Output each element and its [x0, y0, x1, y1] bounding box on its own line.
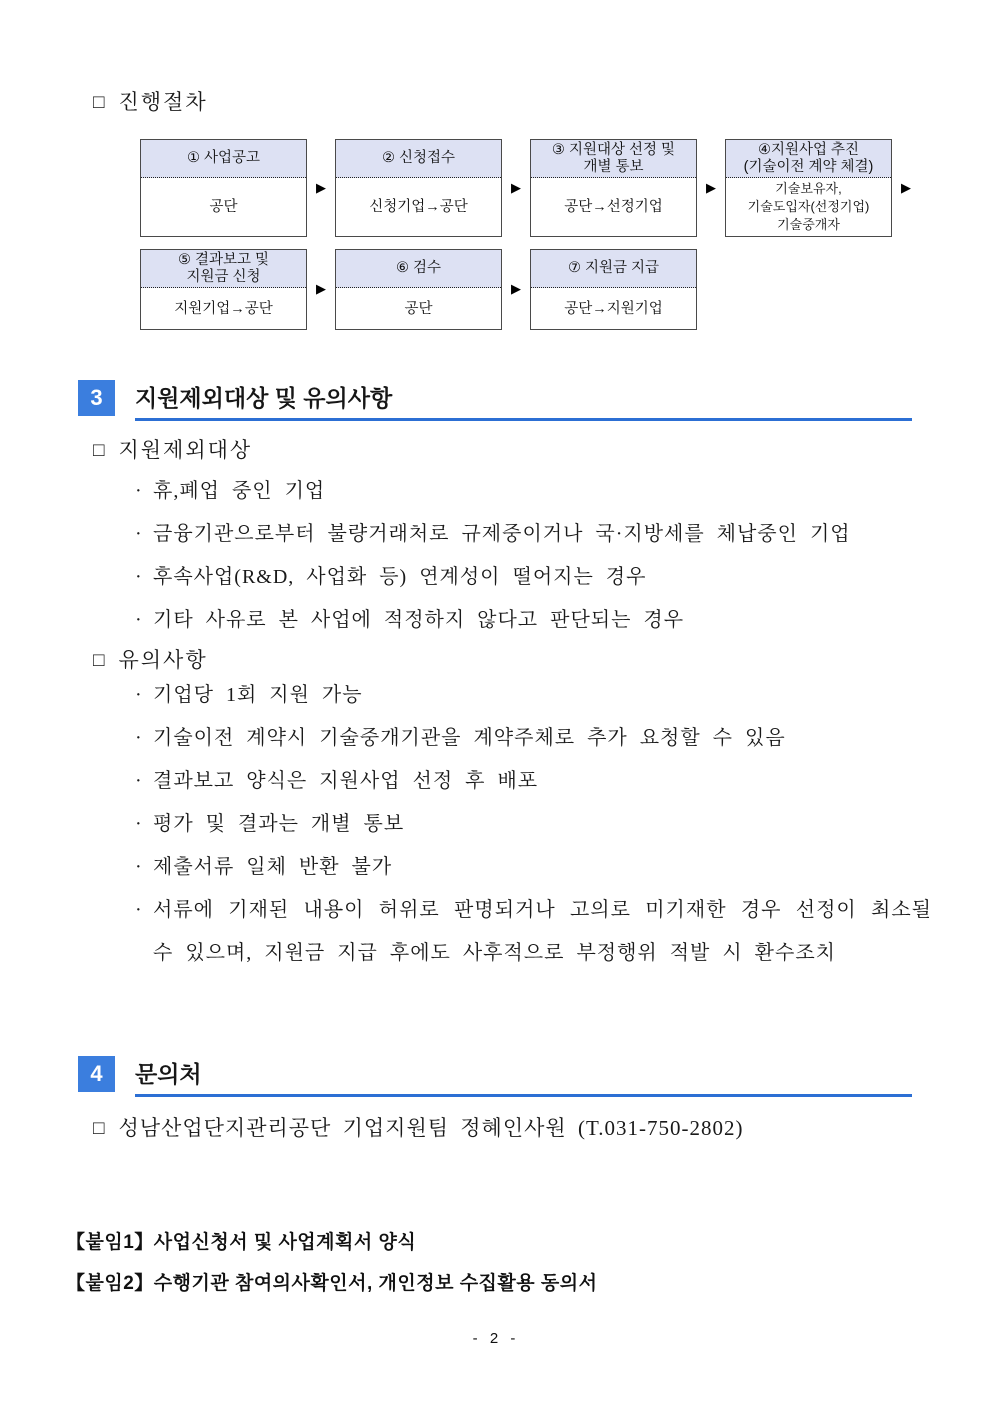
flow-row-2 — [140, 249, 940, 330]
list-item-text: 제출서류 일체 반환 불가 — [153, 856, 393, 878]
flow-box-5-body-text: 지원기업→공단 — [174, 300, 273, 317]
exclusions-list — [135, 470, 932, 642]
section3-title-underline — [135, 380, 912, 421]
flow-box-3-title-line1: ③ 지원대상 선정 및 — [551, 141, 676, 158]
flow-box-7-title: ⑦ 지원금 지급 — [567, 260, 660, 276]
list-item — [135, 889, 932, 975]
flow-box-7-body — [531, 288, 696, 329]
flow-box-2-body — [336, 178, 501, 236]
arrow-right-icon — [697, 139, 725, 237]
bullet-icon: · — [135, 566, 142, 588]
flow-box-7-body-text: 공단→지원기업 — [564, 300, 663, 317]
flow-box-5-body — [141, 288, 306, 329]
list-item-text: 휴,폐업 중인 기업 — [153, 480, 326, 502]
page-number: - 2 - — [472, 1330, 520, 1347]
flow-box-1-body — [141, 178, 306, 236]
arrow-right-icon — [502, 139, 530, 237]
attachment-line-2: 【붙임2】수행기관 참여의사확인서, 개인정보 수집활용 동의서 — [66, 1273, 598, 1294]
checkbox-icon: □ — [93, 440, 105, 461]
bullet-icon: · — [135, 856, 142, 878]
section4-title-underline — [135, 1056, 912, 1097]
flow-box-5-title-line1: ⑤ 결과보고 및 — [177, 251, 270, 268]
list-item — [135, 717, 932, 760]
flow-box-6-header — [336, 250, 501, 288]
list-item — [135, 599, 932, 642]
list-item-text: 금융기관으로부터 불량거래처로 규제중이거나 국·지방세를 체납중인 기업 — [153, 523, 851, 545]
bullet-icon: · — [135, 523, 142, 545]
list-item-text: 평가 및 결과는 개별 통보 — [153, 813, 405, 835]
checkbox-icon: □ — [93, 1118, 105, 1139]
flow-box-3-body-text: 공단→선정기업 — [564, 199, 663, 215]
flow-box-4 — [725, 139, 892, 237]
process-flowchart — [140, 139, 940, 330]
process-heading — [93, 88, 208, 118]
list-item — [135, 803, 932, 846]
arrow-right-icon — [892, 139, 920, 237]
bullet-icon: · — [135, 727, 142, 749]
section4-header — [78, 1056, 912, 1097]
flow-box-3-title-line2: 개별 통보 — [583, 158, 644, 175]
flow-box-1-body-text: 공단 — [209, 199, 238, 215]
arrow-right-icon — [502, 249, 530, 330]
flow-box-1 — [140, 139, 307, 237]
flow-box-2-header — [336, 140, 501, 178]
flow-box-7 — [530, 249, 697, 330]
flow-box-4-title-line1: ④지원사업 추진 — [757, 141, 860, 158]
flow-box-4-body-line3: 기술중개자 — [777, 217, 840, 232]
flow-box-6-body — [336, 288, 501, 329]
arrow-glyph: ▶ — [706, 180, 716, 196]
flow-box-3-body — [531, 178, 696, 236]
flow-box-6 — [335, 249, 502, 330]
arrow-right-icon — [307, 139, 335, 237]
checkbox-icon: □ — [93, 650, 105, 671]
bullet-icon: · — [135, 899, 142, 921]
exclusions-heading — [93, 436, 252, 466]
flow-box-5-header — [141, 250, 306, 288]
arrow-glyph: ▶ — [316, 282, 326, 297]
flow-box-2-title: ② 신청접수 — [381, 150, 456, 166]
flow-box-4-header — [726, 140, 891, 178]
attachments — [66, 1222, 597, 1304]
list-item — [135, 556, 932, 599]
bullet-icon: · — [135, 609, 142, 631]
notes-list — [135, 674, 932, 975]
list-item — [135, 846, 932, 889]
list-item-text: 기술이전 계약시 기술중개기관을 계약주체로 추가 요청할 수 있음 — [153, 727, 786, 749]
flow-box-7-header — [531, 250, 696, 288]
list-item — [135, 513, 932, 556]
bullet-icon: · — [135, 480, 142, 502]
contact-text: 성남산업단지관리공단 기업지원팀 정혜인사원 (T.031-750-2802) — [118, 1116, 744, 1140]
notes-heading-label: 유의사항 — [118, 648, 208, 672]
flow-box-6-title: ⑥ 검수 — [395, 260, 442, 276]
list-item-text: 결과보고 양식은 지원사업 선정 후 배포 — [153, 770, 539, 792]
flow-box-4-body — [726, 178, 891, 236]
notes-heading — [93, 646, 208, 676]
flow-box-5-title-line2: 지원금 신청 — [186, 268, 261, 285]
checkbox-icon: □ — [93, 92, 105, 113]
list-item — [135, 674, 932, 717]
flow-box-1-title: ① 사업공고 — [186, 150, 261, 166]
list-item-text: 기업당 1회 지원 가능 — [153, 684, 363, 706]
flow-box-2 — [335, 139, 502, 237]
arrow-right-icon — [307, 249, 335, 330]
flow-box-1-header — [141, 140, 306, 178]
list-item-text: 서류에 기재된 내용이 허위로 판명되거나 고의로 미기재한 경우 선정이 최소될 수 있으며, 지원금 지급 후에도 사후적으로 부정행위 적발 시 환수조치 — [153, 899, 932, 964]
bullet-icon: · — [135, 813, 142, 835]
arrow-glyph: ▶ — [511, 180, 521, 196]
flow-box-4-body-line1: 기술보유자, — [775, 181, 842, 196]
arrow-glyph: ▶ — [511, 282, 521, 297]
section4-title: 문의처 — [135, 1061, 202, 1087]
flow-row-1 — [140, 139, 940, 237]
flow-box-3 — [530, 139, 697, 237]
flow-box-5 — [140, 249, 307, 330]
flow-box-6-body-text: 공단 — [404, 300, 433, 317]
process-heading-label: 진행절차 — [118, 90, 208, 114]
flow-box-2-body-text: 신청기업→공단 — [369, 199, 468, 215]
section3-number-badge: 3 — [78, 380, 115, 416]
section3-header — [78, 380, 912, 421]
exclusions-heading-label: 지원제외대상 — [118, 438, 253, 462]
list-item — [135, 470, 932, 513]
flow-box-4-body-line2: 기술도입자(선정기업) — [747, 199, 870, 214]
section4-number-badge: 4 — [78, 1056, 115, 1092]
bullet-icon: · — [135, 770, 142, 792]
list-item — [135, 760, 932, 803]
arrow-glyph: ▶ — [316, 180, 326, 196]
arrow-glyph: ▶ — [901, 180, 911, 196]
section3-title: 지원제외대상 및 유의사항 — [135, 385, 393, 411]
list-item-text: 후속사업(R&D, 사업화 등) 연계성이 떨어지는 경우 — [153, 566, 647, 588]
contact-line — [93, 1114, 743, 1144]
bullet-icon: · — [135, 684, 142, 706]
flow-box-4-title-line2: (기술이전 계약 체결) — [743, 158, 874, 175]
attachment-line-1: 【붙임1】사업신청서 및 사업계획서 양식 — [66, 1232, 417, 1253]
flow-box-3-header — [531, 140, 696, 178]
list-item-text: 기타 사유로 본 사업에 적정하지 않다고 판단되는 경우 — [153, 609, 685, 631]
